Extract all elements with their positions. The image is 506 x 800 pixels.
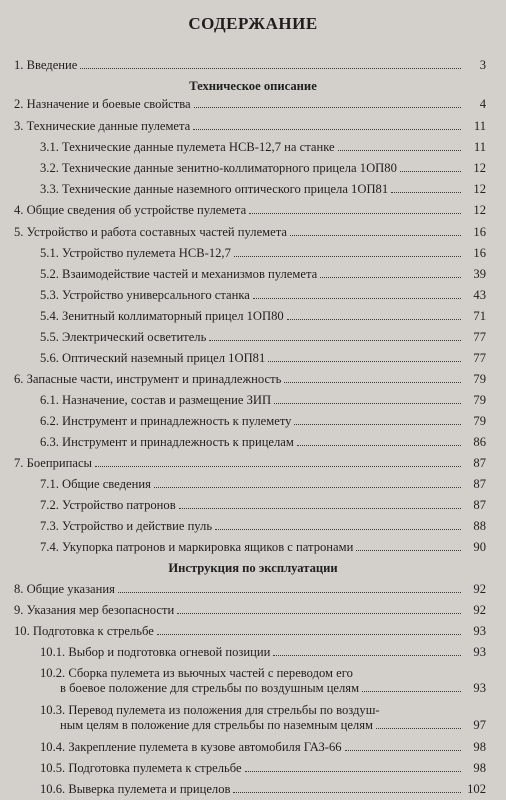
toc-entry-text: 10.6. Выверка пулемета и прицелов: [40, 782, 231, 796]
toc-page-number: 87: [473, 477, 486, 491]
toc-page-number: 11: [473, 119, 486, 133]
toc-page-number: 87: [473, 498, 486, 512]
toc-page-number: 12: [473, 182, 486, 196]
dot-leader: [345, 750, 461, 751]
toc-entry-text: 5.2. Взаимодействие частей и механизмов пулемета: [40, 267, 318, 281]
section-heading: Инструкция по эксплуатации: [168, 561, 338, 575]
dot-leader: [215, 529, 461, 530]
toc-page-number: 98: [473, 740, 486, 754]
dot-leader: [179, 508, 461, 509]
toc-entry-text: 6.1. Назначение, состав и размещение ЗИП: [40, 393, 272, 407]
dot-leader: [209, 340, 461, 341]
toc-entry-text: 7.2. Устройство патронов: [40, 498, 176, 512]
toc-page-number: 93: [473, 681, 486, 695]
toc-page-number: 86: [473, 435, 486, 449]
toc-page-number: 98: [473, 761, 486, 775]
toc-entry-text: 10.3. Перевод пулемета из положения для стрельбы по воздуш-: [40, 703, 380, 717]
toc-entry-text: 5.5. Электрический осветитель: [40, 330, 207, 344]
toc-entry-text: 9. Указания мер безопасности: [14, 603, 175, 617]
toc-page-number: 90: [473, 540, 486, 554]
dot-leader: [338, 150, 461, 151]
toc-entry-text: 3.2. Технические данные зенитно-коллиматорного прицела 1ОП80: [40, 161, 397, 175]
toc-entry-text-continued: ным целям в положение для стрельбы по наземным целям: [60, 718, 373, 732]
toc-entry-text: 10.5. Подготовка пулемета к стрельбе: [40, 761, 242, 775]
toc-entry-text: 6.3. Инструмент и принадлежность к прицелам: [40, 435, 294, 449]
toc-entry-text: 7.4. Укупорка патронов и маркировка ящиков с патронами: [40, 540, 354, 554]
toc-page-number: 97: [473, 718, 486, 732]
toc-entry-text: 2. Назначение и боевые свойства: [14, 97, 191, 111]
toc-page-number: 77: [473, 351, 486, 365]
toc-page-number: 12: [473, 203, 486, 217]
toc-page-number: 43: [473, 288, 486, 302]
toc-entry-text: 5.1. Устройство пулемета НСВ-12,7: [40, 246, 231, 260]
toc-page-number: 79: [473, 414, 486, 428]
toc-page-number: 93: [473, 645, 486, 659]
dot-leader: [157, 634, 461, 635]
dot-leader: [245, 771, 461, 772]
dot-leader: [400, 171, 461, 172]
toc-entry-text-continued: в боевое положение для стрельбы по воздушным целям: [60, 681, 360, 695]
dot-leader: [391, 192, 461, 193]
toc-entry-text: 5.3. Устройство универсального станка: [40, 288, 250, 302]
toc-page-number: 88: [473, 519, 486, 533]
toc-page-number: 92: [473, 603, 486, 617]
toc-page-number: 12: [473, 161, 486, 175]
dot-leader: [320, 277, 461, 278]
toc-page-number: 79: [473, 393, 486, 407]
toc-page-number: 92: [473, 582, 486, 596]
dot-leader: [274, 403, 461, 404]
toc-entry-text: 10. Подготовка к стрельбе: [14, 624, 154, 638]
dot-leader: [118, 592, 461, 593]
dot-leader: [80, 68, 461, 69]
dot-leader: [233, 792, 461, 793]
toc-entry-text: 8. Общие указания: [14, 582, 115, 596]
dot-leader: [177, 613, 461, 614]
toc-entry-text: 3.1. Технические данные пулемета НСВ-12,7 на станке: [40, 140, 335, 154]
dot-leader: [294, 424, 461, 425]
toc-page-number: 11: [473, 140, 486, 154]
toc-entry-text: 6. Запасные части, инструмент и принадлежность: [14, 372, 282, 386]
toc-entry-text: 10.1. Выбор и подготовка огневой позиции: [40, 645, 271, 659]
section-heading: Техническое описание: [189, 79, 317, 93]
toc-entry-text: 4. Общие сведения об устройстве пулемета: [14, 203, 247, 217]
dot-leader: [362, 691, 461, 692]
toc-entry-text: 1. Введение: [14, 58, 78, 72]
toc-entry-text: 5.6. Оптический наземный прицел 1ОП81: [40, 351, 266, 365]
toc-entry-text: 10.2. Сборка пулемета из вьючных частей с переводом его: [40, 666, 353, 680]
toc-page-number: 79: [473, 372, 486, 386]
toc-page-number: 71: [473, 309, 486, 323]
dot-leader: [287, 319, 461, 320]
toc-entry-text: 3.3. Технические данные наземного оптического прицела 1ОП81: [40, 182, 389, 196]
dot-leader: [284, 382, 461, 383]
dot-leader: [234, 256, 461, 257]
toc-page-number: 102: [467, 782, 486, 796]
toc-entry-text: 3. Технические данные пулемета: [14, 119, 191, 133]
dot-leader: [253, 298, 461, 299]
dot-leader: [376, 728, 461, 729]
toc-entry-text: 10.4. Закрепление пулемета в кузове автомобиля ГАЗ-66: [40, 740, 342, 754]
dot-leader: [297, 445, 461, 446]
dot-leader: [273, 655, 461, 656]
toc-page-number: 3: [479, 58, 486, 72]
dot-leader: [249, 213, 461, 214]
page-title: СОДЕРЖАНИЕ: [188, 14, 318, 33]
toc-entry-text: 7.1. Общие сведения: [40, 477, 151, 491]
dot-leader: [95, 466, 461, 467]
dot-leader: [356, 550, 461, 551]
dot-leader: [193, 129, 461, 130]
toc-page-number: 16: [473, 246, 486, 260]
toc-entry-text: 5.4. Зенитный коллиматорный прицел 1ОП80: [40, 309, 284, 323]
toc-page-number: 77: [473, 330, 486, 344]
toc-entry-text: 7.3. Устройство и действие пуль: [40, 519, 213, 533]
toc-page-number: 16: [473, 225, 486, 239]
dot-leader: [154, 487, 461, 488]
toc-page-number: 93: [473, 624, 486, 638]
toc-entry-text: 6.2. Инструмент и принадлежность к пулемету: [40, 414, 292, 428]
dot-leader: [268, 361, 461, 362]
toc-entry-text: 7. Боеприпасы: [14, 456, 93, 470]
toc-entry-text: 5. Устройство и работа составных частей пулемета: [14, 225, 287, 239]
dot-leader: [194, 107, 461, 108]
toc-page-number: 87: [473, 456, 486, 470]
dot-leader: [290, 235, 461, 236]
toc-page-number: 4: [479, 97, 486, 111]
toc-page-number: 39: [473, 267, 486, 281]
